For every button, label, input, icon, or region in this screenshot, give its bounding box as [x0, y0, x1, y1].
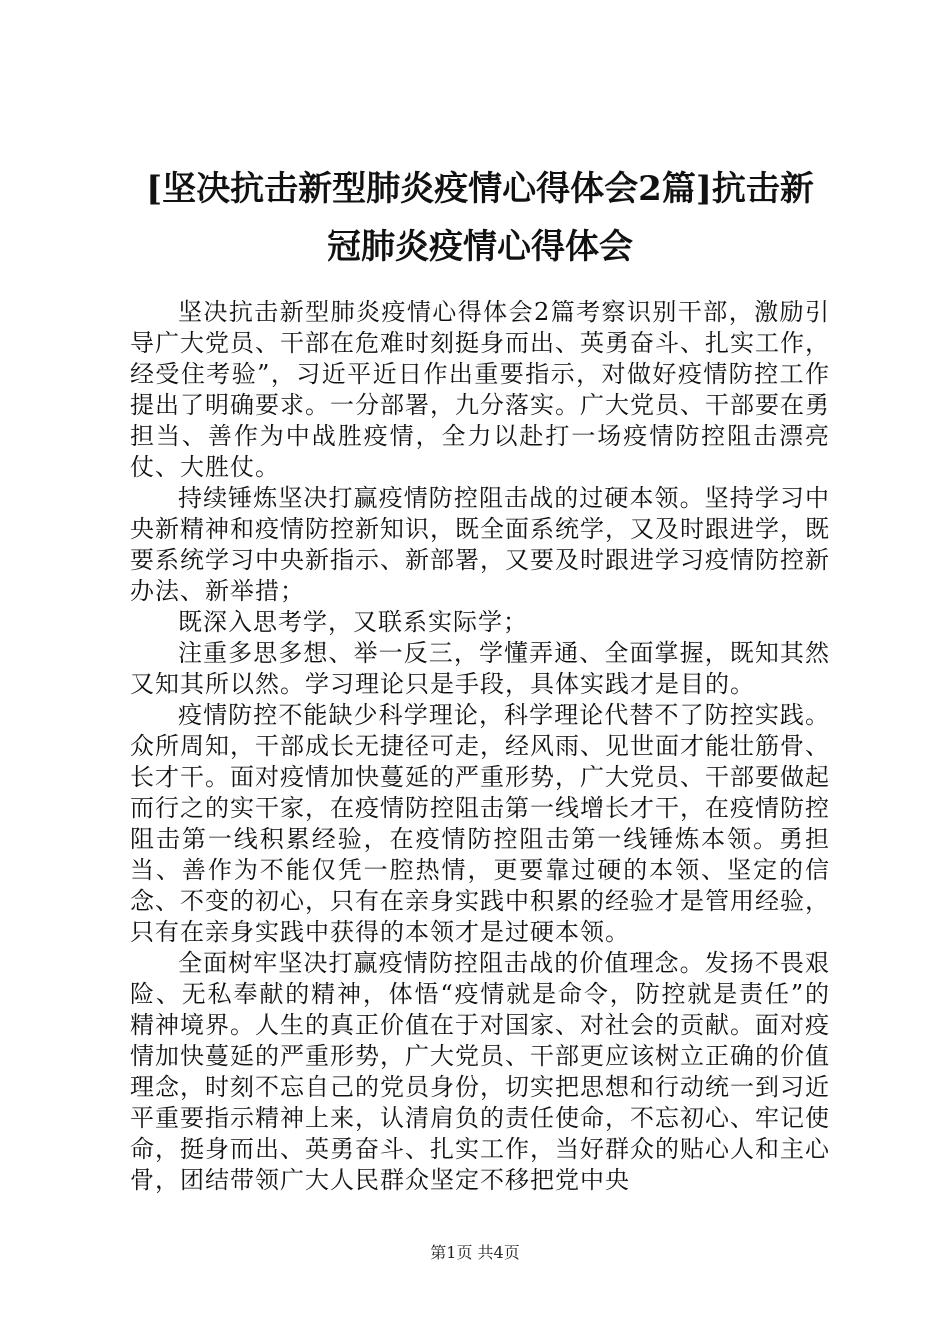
paragraph: 坚决抗击新型肺炎疫情心得体会2篇考察识别干部，激励引导广大党员、干部在危难时刻挺身而出、英勇奋斗、扎实工作，经受住考验”，习近平近日作出重要指示，对做好疫情防控工作提出了明确要求。一分部署，九分落实。广大党员、干部要在勇担当、善作为中战胜疫情，全力以赴打一场疫情防控阻击漂亮仗、大胜仗。	[130, 298, 830, 481]
title-line-2: 冠肺炎疫情心得体会	[327, 227, 633, 267]
page-number-footer: 第1页 共4页	[430, 1243, 520, 1262]
paragraph: 持续锤炼坚决打赢疫情防控阻击战的过硬本领。坚持学习中央新精神和疫情防控新知识，既全面系统学，又及时跟进学，既要系统学习中央新指示、新部署，又要及时跟进学习疫情防控新办法、新举措；	[130, 484, 830, 605]
paragraph: 疫情防控不能缺少科学理论，科学理论代替不了防控实践。众所周知，干部成长无捷径可走，经风雨、见世面才能壮筋骨、长才干。面对疫情加快蔓延的严重形势，广大党员、干部要做起而行之的实干家，在疫情防控阻击第一线增长才干，在疫情防控阻击第一线积累经验，在疫情防控阻击第一线锤炼本领。勇担当、善作为不能仅凭一腔热情，更要靠过硬的本领、坚定的信念、不变的初心，只有在亲身实践中积累的经验才是管用经验，只有在亲身实践中获得的本领才是过硬本领。	[130, 701, 830, 946]
title-line-1: [坚决抗击新型肺炎疫情心得体会2篇]抗击新	[146, 169, 814, 209]
paragraph: 全面树牢坚决打赢疫情防控阻击战的价值理念。发扬不畏艰险、无私奉献的精神，体悟“疫情就是命令，防控就是责任”的精神境界。人生的真正价值在于对国家、对社会的贡献。面对疫情加快蔓延的严重形势，广大党员、干部更应该树立正确的价值理念，时刻不忘自己的党员身份，切实把思想和行动统一到习近平重要指示精神上来，认清肩负的责任使命，不忘初心、牢记使命，挺身而出、英勇奋斗、扎实工作，当好群众的贴心人和主心骨，团结带领广大人民群众坚定不移把党中央	[130, 949, 830, 1194]
paragraph: 既深入思考学，又联系实际学；	[178, 608, 528, 636]
document-title	[120, 160, 840, 276]
document-body	[130, 297, 830, 1196]
paragraph: 注重多思多想、举一反三，学懂弄通、全面掌握，既知其然又知其所以然。学习理论只是手段，具体实践才是目的。	[130, 639, 830, 698]
